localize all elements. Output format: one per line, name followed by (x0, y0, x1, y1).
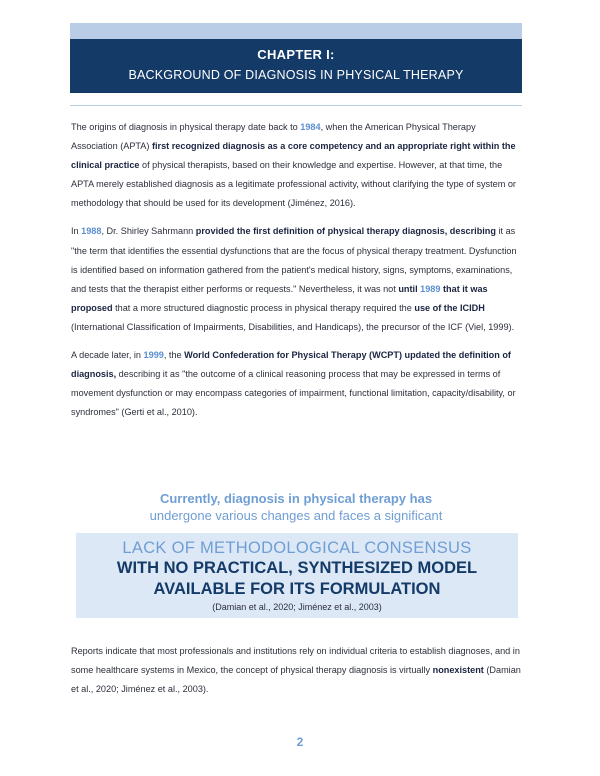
text: , when the American Physical Therapy Association (APTA) (71, 122, 476, 152)
consensus-citation: (Damian et al., 2020; Jiménez et al., 2003) (212, 602, 382, 612)
body-text (71, 118, 522, 431)
text: that a more structured diagnostic process in physical therapy required the (112, 302, 415, 313)
bold-phrase: nonexistent (432, 665, 484, 676)
text: A decade later, in (71, 350, 144, 361)
text: , the (163, 350, 185, 361)
text: (International Classification of Impairments, Disabilities, and Handicaps), the precursor of the ICF (Viel, 1999). (71, 321, 515, 332)
text: The origins of diagnosis in physical therapy date back to (71, 122, 301, 132)
callout-line-2: undergone various changes and faces a significant (149, 508, 443, 523)
chapter-label: CHAPTER I: (257, 47, 335, 62)
text: , Dr. Shirley Sahrmann (101, 226, 196, 237)
bold-phrase: until (398, 283, 418, 294)
consensus-callout-box (76, 533, 518, 618)
text: it as "the term that identifies the essential dysfunctions that are the focus of physical therapy treatment. Dysfunction is identified based on information gathered from the patient's medical history, signs, symptoms, examinations, and tests that the therapist either performs or requests." Nevertheless, it was not (71, 226, 517, 294)
paragraph-wcpt (71, 346, 522, 422)
consensus-line-2: WITH NO PRACTICAL, SYNTHESIZED MODEL (116, 559, 478, 577)
text: (Damian et al., 2020; Jiménez et al., 2003). (71, 665, 521, 695)
bold-phrase: first recognized diagnosis as a core competency and an appropriate right within the clinical practice (71, 141, 516, 171)
text: of physical therapists, based on their knowledge and expertise. However, at that time, the APTA merely established diagnosis as a legitimate professional activity, without clarifying the type of system or methodology that should be used for its development (Jiménez, 2016). (71, 160, 516, 209)
text: describing it as "the outcome of a clinical reasoning process that may be expressed in terms of movement dysfunction or may encompass categories of impairment, functional limitation, capacity/disability, or syndromes" (Gerti et al., 2010). (71, 369, 516, 418)
year-1989: 1989 (420, 283, 441, 294)
divider (70, 105, 522, 106)
year-1984: 1984 (300, 122, 321, 132)
text: In (71, 226, 82, 237)
bold-phrase: that it was proposed (71, 283, 488, 313)
text: Reports indicate that most professionals and institutions rely on individual criteria to establish diagnoses, and in some healthcare systems in Mexico, the concept of physical therapy diagnosis is virtually (71, 646, 520, 676)
callout-line-1: Currently, diagnosis in physical therapy has (159, 491, 433, 506)
paragraph-origins (71, 118, 522, 213)
consensus-line-1: LACK OF METHODOLOGICAL CONSENSUS (122, 539, 472, 557)
bold-phrase: provided the first definition of physical therapy diagnosis, describing (195, 226, 496, 237)
chapter-banner (70, 39, 522, 93)
year-1999: 1999 (143, 350, 164, 361)
paragraph-reports (71, 642, 522, 699)
page-number: 2 (296, 735, 304, 749)
header-accent-band (70, 23, 522, 39)
paragraph-sahrmann (71, 222, 522, 337)
consensus-line-3: AVAILABLE FOR ITS FORMULATION (153, 580, 441, 598)
bold-phrase: use of the ICIDH (414, 302, 485, 313)
year-1988: 1988 (81, 226, 102, 237)
chapter-title: BACKGROUND OF DIAGNOSIS IN PHYSICAL THERAPY (128, 68, 464, 82)
bold-phrase: World Confederation for Physical Therapy (WCPT) updated the definition of diagnosis, (71, 350, 511, 380)
